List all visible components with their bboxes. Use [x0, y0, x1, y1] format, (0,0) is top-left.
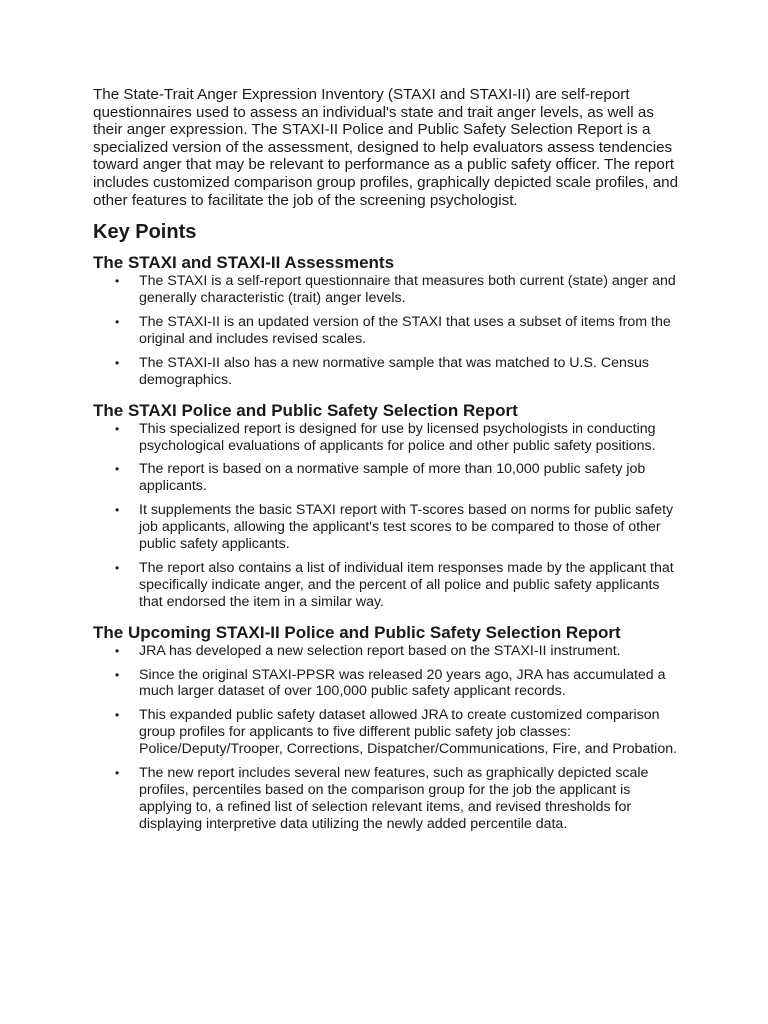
bullet-icon: • [115, 766, 120, 781]
bullet-icon: • [115, 560, 120, 575]
section-heading-upcoming-report: The Upcoming STAXI-II Police and Public Safety Selection Report [93, 622, 621, 642]
list-item: • It supplements the basic STAXI report with T-scores based on norms for public safety job applicants, allowing the applicant's test scores to be compared to those of other public safety applicants. [115, 502, 674, 553]
section-list-staxi-assessments [93, 273, 683, 388]
bullet-icon: • [115, 355, 120, 370]
bullet-icon: • [115, 421, 120, 436]
list-item: • This specialized report is designed for use by licensed psychologists in conducting psychological evaluations of applicants for police and other public safety positions. [115, 420, 656, 454]
intro-paragraph: The State-Trait Anger Expression Inventory (STAXI and STAXI-II) are self-report questionnaires used to assess an individual's state and trait anger levels, as well as their anger expression. The STAXI-II Police and Public Safety Selection Report is a specialized version of the assessment, designed to help evaluators assess tendencies toward anger that may be relevant to performance as a public safety officer. The report includes customized comparison group profiles, graphically depicted scale profiles, and other features to facilitate the job of the screening psychologist. [93, 86, 679, 209]
bullet-icon: • [115, 314, 120, 329]
section-list-upcoming-report [93, 643, 683, 833]
list-item: • JRA has developed a new selection report based on the STAXI-II instrument. [115, 642, 621, 659]
section-heading-staxi-assessments: The STAXI and STAXI-II Assessments [93, 253, 395, 273]
bullet-icon: • [115, 503, 120, 518]
key-points-heading: Key Points [93, 221, 197, 244]
list-item: • The report is based on a normative sample of more than 10,000 public safety job applicants. [115, 461, 646, 495]
list-item: • The STAXI-II also has a new normative sample that was matched to U.S. Census demographics. [115, 354, 649, 388]
bullet-icon: • [115, 708, 120, 723]
list-item: • This expanded public safety dataset allowed JRA to create customized comparison group profiles for applicants to five different public safety job classes: Police/Deputy/Trooper, Corrections, Dispatcher/Communications, Fire, and Probation. [115, 707, 678, 758]
section-heading-police-report: The STAXI Police and Public Safety Selection Report [93, 400, 518, 420]
bullet-icon: • [115, 643, 120, 658]
list-item: • The STAXI-II is an updated version of the STAXI that uses a subset of items from the original and includes revised scales. [115, 313, 671, 347]
list-item: • The STAXI is a self-report questionnaire that measures both current (state) anger and generally characteristic (trait) anger levels. [115, 273, 676, 307]
list-item: • Since the original STAXI-PPSR was released 20 years ago, JRA has accumulated a much larger dataset of over 100,000 public safety applicant records. [115, 666, 666, 700]
bullet-icon: • [115, 462, 120, 477]
section-list-police-report [93, 421, 683, 611]
bullet-icon: • [115, 274, 120, 289]
document-page [93, 86, 683, 833]
list-item: • The new report includes several new features, such as graphically depicted scale profiles, percentiles based on the comparison group for the job the applicant is applying to, a refined list of selection relevant items, and revised thresholds for displaying interpretive data utilizing the newly added percentile data. [115, 765, 649, 832]
bullet-icon: • [115, 667, 120, 682]
list-item: • The report also contains a list of individual item responses made by the applicant that specifically indicate anger, and the percent of all police and public safety applicants that endorsed the item in a similar way. [115, 559, 674, 610]
